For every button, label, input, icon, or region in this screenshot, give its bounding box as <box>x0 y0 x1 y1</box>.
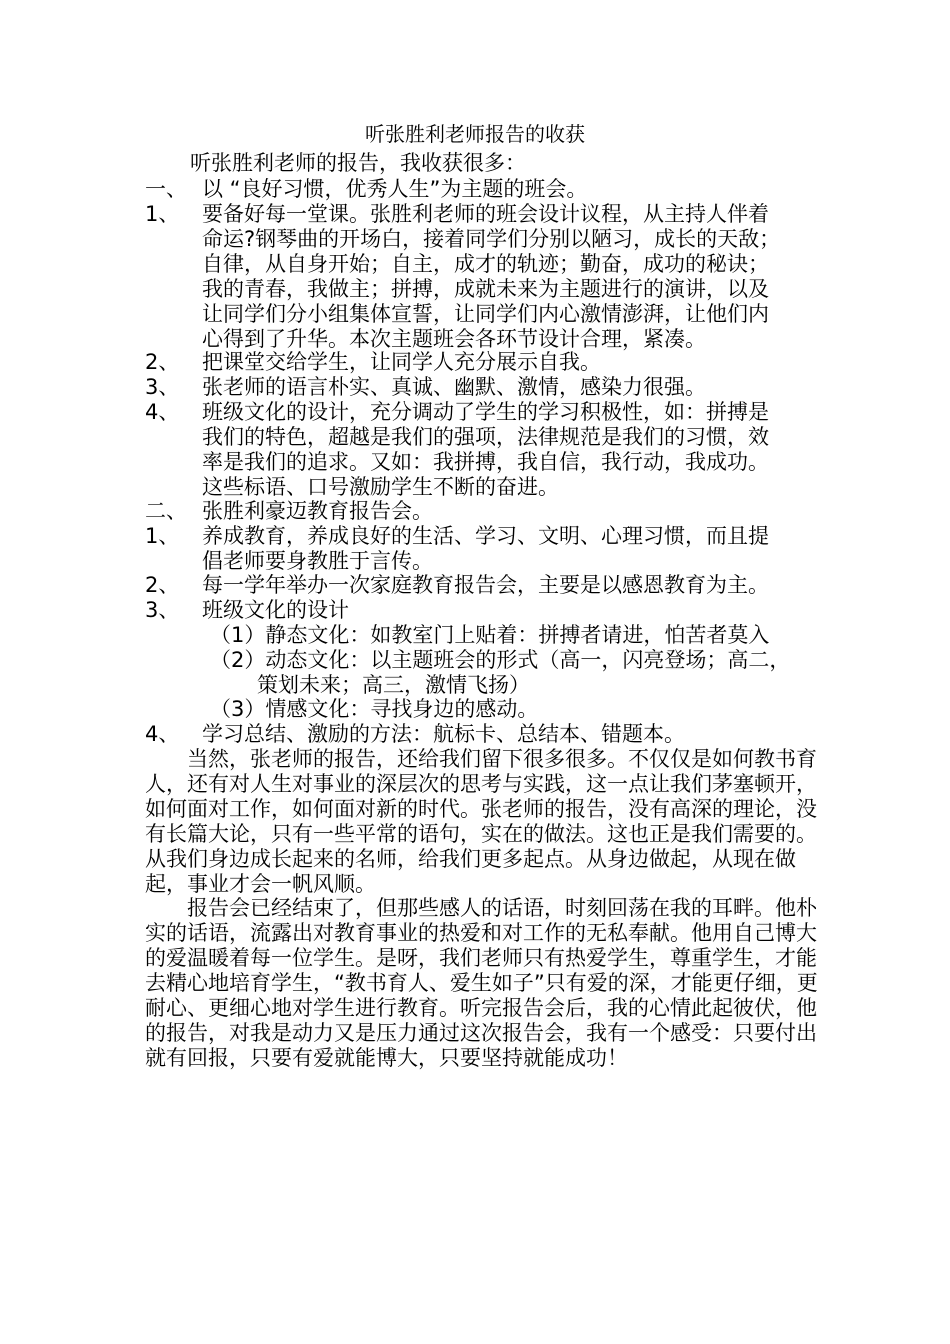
list-item-marker: 4、 <box>145 400 180 424</box>
section-2-marker: 二、 <box>145 499 187 523</box>
body-paragraph: 报告会已经结束了，但那些感人的话语，时刻回荡在我的耳畔。他朴实的话语，流露出对教育事业的热爱和对工作的无私奉献。他用自己博大的爱温暖着每一位学生。是呀，我们老师只有热爱学生，尊重学生，才能去精心地培育学生，“教书育人、爱生如子”只有爱的深，才能更仔细，更耐心、更细心地对学生进行教育。听完报告会后，我的心情此起彼伏，他的报告，对我是动力又是压力通过这次报告会，我有一个感受：只要付出就有回报，只要有爱就能博大，只要坚持就能成功！ <box>145 896 818 1070</box>
list-item-line: 学习总结、激励的方法：航标卡、总结本、错题本。 <box>202 722 685 746</box>
list-item-marker: 2、 <box>145 350 180 374</box>
list-item-line: 养成教育，养成良好的生活、学习、文明、心理习惯，而且提 <box>202 524 769 548</box>
document-title: 听张胜利老师报告的收获 <box>365 122 585 146</box>
sub-list-item-continuation: 策划未来；高三，激情飞扬） <box>257 673 530 697</box>
list-item-line: 率是我们的追求。又如：我拼搏，我自信，我行动，我成功。 <box>202 450 769 474</box>
list-item-line: 让同学们分小组集体宣誓，让同学们内心激情澎湃，让他们内 <box>202 302 769 326</box>
list-item-marker: 3、 <box>145 598 180 622</box>
list-item-marker: 4、 <box>145 722 180 746</box>
list-item <box>145 202 825 352</box>
list-item-line: 我们的特色，超越是我们的强项，法律规范是我们的习惯，效 <box>202 425 769 449</box>
list-item-line: 班级文化的设计，充分调动了学生的学习积极性，如：拼搏是 <box>202 400 769 424</box>
list-item-line: 班级文化的设计 <box>202 598 349 622</box>
list-item-marker: 1、 <box>145 202 180 226</box>
list-item-line: 把课堂交给学生，让同学人充分展示自我。 <box>202 350 601 374</box>
section-2-text: 张胜利豪迈教育报告会。 <box>202 499 433 523</box>
list-item-line: 命运?钢琴曲的开场白，接着同学们分别以陋习，成长的天敌； <box>202 227 781 251</box>
section-1-text: 以 “良好习惯，优秀人生”为主题的班会。 <box>202 177 588 201</box>
list-item <box>145 524 825 574</box>
list-item-line: 心得到了升华。本次主题班会各环节设计合理，紧凑。 <box>202 327 706 351</box>
list-item-line: 这些标语、口号激励学生不断的奋进。 <box>202 475 559 499</box>
list-item-marker: 2、 <box>145 573 180 597</box>
intro-text: 听张胜利老师的报告，我收获很多： <box>190 151 526 175</box>
list-item-line: 要备好每一堂课。张胜利老师的班会设计议程，从主持人伴着 <box>202 202 769 226</box>
sub-list-item-text: （1）静态文化：如教室门上贴着：拼搏者请进，怕苦者莫入 <box>210 623 770 647</box>
list-item-marker: 3、 <box>145 375 180 399</box>
sub-list-item-text: （2）动态文化：以主题班会的形式（高一，闪亮登场；高二， <box>210 648 791 672</box>
list-item-marker: 1、 <box>145 524 180 548</box>
list-item-line: 张老师的语言朴实、真诚、幽默、激情，感染力很强。 <box>202 375 706 399</box>
list-item-line: 倡老师要身教胜于言传。 <box>202 549 433 573</box>
list-item-line: 每一学年举办一次家庭教育报告会，主要是以感恩教育为主。 <box>202 573 769 597</box>
list-item-line: 我的青春，我做主；拼搏，成就未来为主题进行的演讲，以及 <box>202 277 769 301</box>
list-item <box>145 400 825 500</box>
list-item-line: 自律，从自身开始；自主，成才的轨迹；勤奋，成功的秘诀； <box>202 252 769 276</box>
section-1-marker: 一、 <box>145 177 187 201</box>
sub-list-item-text: （3）情感文化：寻找身边的感动。 <box>210 697 539 721</box>
body-paragraph: 当然，张老师的报告，还给我们留下很多很多。不仅仅是如何教书育人，还有对人生对事业的深层次的思考与实践，这一点让我们茅塞顿开，如何面对工作，如何面对新的时代。张老师的报告，没有高深的理论，没有长篇大论，只有一些平常的语句，实在的做法。这也正是我们需要的。从我们身边成长起来的名师，给我们更多起点。从身边做起，从现在做起，事业才会一帆风顺。 <box>145 747 817 896</box>
